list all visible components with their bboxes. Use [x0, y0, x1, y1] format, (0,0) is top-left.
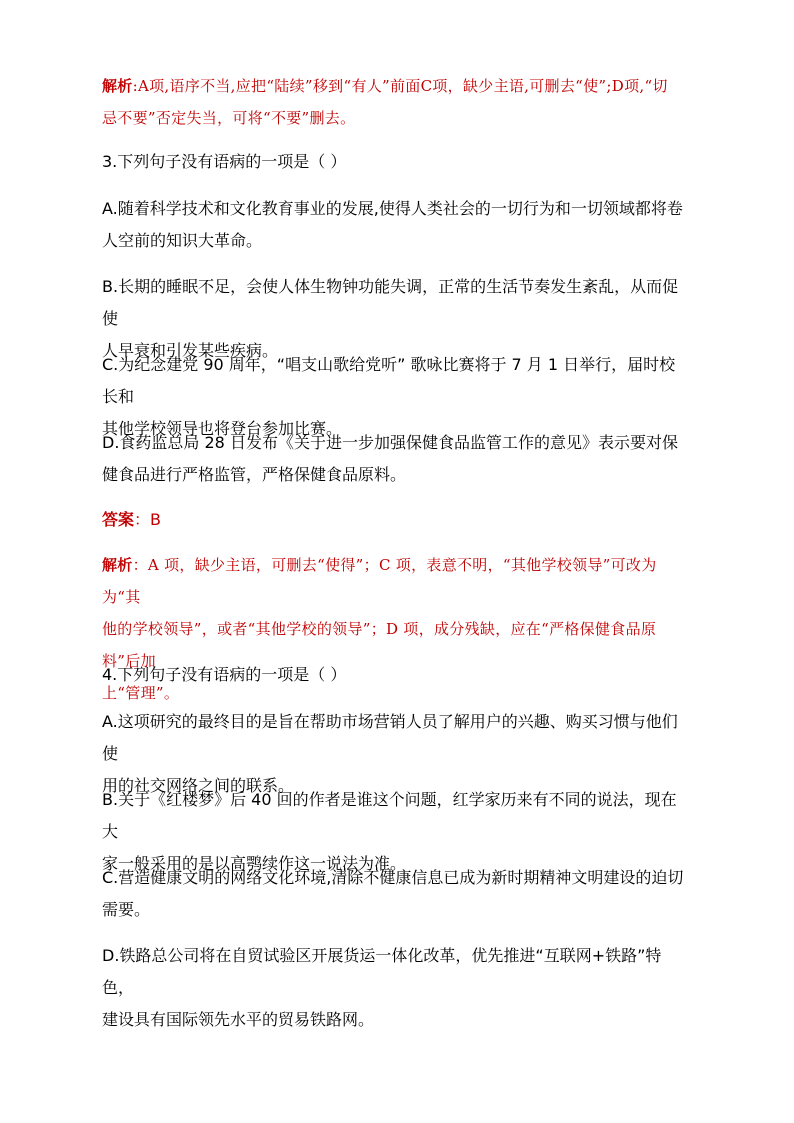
analysis-q2-line1: 解析:A项,语序不当,应把“陆续”移到“有人”前面C项，缺少主语,可删去“使”;D项,“切 [102, 77, 668, 95]
question-4-option-a: A.这项研究的最终目的是旨在帮助市场营销人员了解用户的兴趣、购买习惯与他们使 用的社交网络之间的联系。 [102, 712, 678, 795]
question-4-stem: 4.下列句子没有语病的一项是（ ） [102, 665, 347, 684]
question-4-option-c: C.营造健康文明的网络文化环境,清除不健康信息已成为新时期精神文明建设的迫切 需要。 [102, 868, 684, 919]
analysis-label: 解析 [102, 77, 133, 95]
question-3-option-a: A.随着科学技术和文化教育事业的发展,使得人类社会的一切行为和一切领域都将卷 人空前的知识大革命。 [102, 199, 683, 250]
question-4-option-b: B.关于《红楼梦》后 40 回的作者是谁这个问题，红学家历来有不同的说法，现在大 家一般采用的是以高鹗续作这一说法为准。 [102, 790, 677, 873]
answer-label: 答案 [102, 510, 135, 529]
question-3-option-d: D.食药监总局 28 日发布《关于进一步加强保健食品监管工作的意见》表示要对保 健食品进行严格监管，严格保健食品原料。 [102, 433, 678, 484]
analysis-q3: 解析：A 项，缺少主语，可删去“使得”；C 项，表意不明，“其他学校领导”可改为为“其 他的学校领导”，或者“其他学校的领导”；D 项，成分残缺，应在“严格保健食品原料”后加 上“管理”。 [102, 556, 657, 702]
question-4-option-d: D.铁路总公司将在自贸试验区开展货运一体化改革，优先推进“互联网+铁路”特色， 建设具有国际领先水平的贸易铁路网。 [102, 946, 662, 1029]
question-3-option-b: B.长期的睡眠不足，会使人体生物钟功能失调，正常的生活节奏发生紊乱，从而促使 人早衰和引发某些疾病。 [102, 277, 679, 360]
analysis-q2 [102, 70, 690, 134]
question-3-option-c: C.为纪念建党 90 周年，“唱支山歌给党听” 歌咏比赛将于 7 月 1 日举行，届时校长和 其他学校领导也将登台参加比赛。 [102, 355, 676, 438]
question-3-stem: 3.下列句子没有语病的一项是（ ） [102, 152, 347, 171]
analysis-label: 解析 [102, 556, 133, 574]
answer-value: ：B [134, 510, 161, 529]
analysis-q2-line2: 忌不要”否定失当，可将“不要”删去。 [102, 109, 356, 127]
question-3-answer [102, 504, 690, 536]
